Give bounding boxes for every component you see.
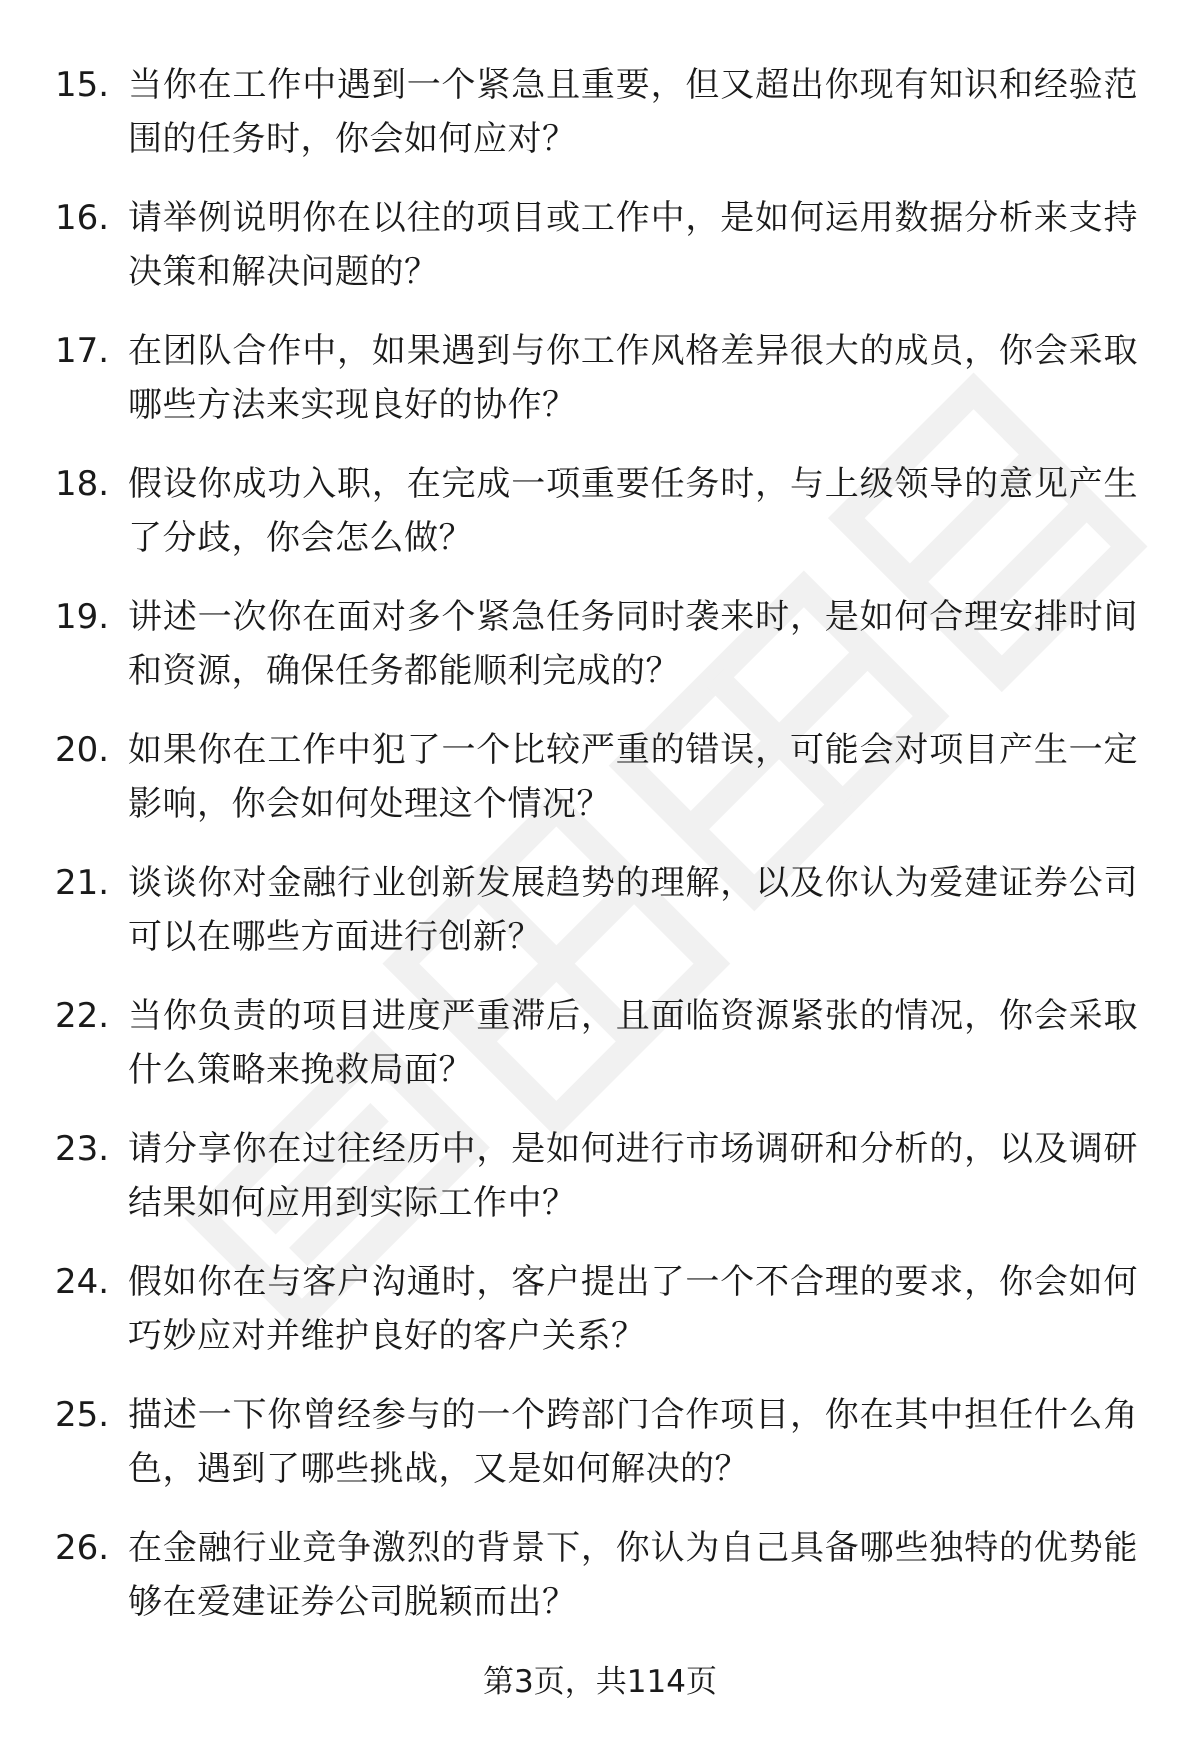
question-number: 25. — [55, 1395, 110, 1435]
question-number: 23. — [55, 1129, 110, 1169]
question-number: 24. — [55, 1262, 110, 1302]
list-item — [0, 191, 1200, 311]
list-item — [0, 58, 1200, 178]
list-item — [0, 457, 1200, 577]
question-text: 当你在工作中遇到一个紧急且重要，但又超出你现有知识和经验范围的任务时，你会如何应对？ — [128, 65, 1138, 159]
question-number: 20. — [55, 730, 110, 770]
list-item — [0, 590, 1200, 710]
question-text: 假设你成功入职，在完成一项重要任务时，与上级领导的意见产生了分歧，你会怎么做？ — [128, 464, 1138, 558]
question-text: 当你负责的项目进度严重滞后，且面临资源紧张的情况，你会采取什么策略来挽救局面？ — [128, 996, 1138, 1090]
list-item — [0, 856, 1200, 976]
question-number: 21. — [55, 863, 110, 903]
question-text: 在团队合作中，如果遇到与你工作风格差异很大的成员，你会采取哪些方法来实现良好的协作？ — [128, 331, 1138, 425]
question-text: 如果你在工作中犯了一个比较严重的错误，可能会对项目产生一定影响，你会如何处理这个情况？ — [128, 730, 1138, 824]
list-item — [0, 723, 1200, 843]
list-item — [0, 1521, 1200, 1641]
question-number: 17. — [55, 331, 110, 371]
question-text: 请举例说明你在以往的项目或工作中，是如何运用数据分析来支持决策和解决问题的？ — [128, 198, 1138, 292]
question-text: 谈谈你对金融行业创新发展趋势的理解，以及你认为爱建证券公司可以在哪些方面进行创新？ — [128, 863, 1138, 957]
list-item — [0, 1388, 1200, 1508]
question-text: 在金融行业竞争激烈的背景下，你认为自己具备哪些独特的优势能够在爱建证券公司脱颖而出？ — [128, 1528, 1138, 1622]
question-number: 15. — [55, 65, 110, 105]
list-item — [0, 1122, 1200, 1242]
question-text: 讲述一次你在面对多个紧急任务同时袭来时，是如何合理安排时间和资源，确保任务都能顺利完成的？ — [128, 597, 1138, 691]
question-number: 19. — [55, 597, 110, 637]
list-item — [0, 1255, 1200, 1375]
question-number: 18. — [55, 464, 110, 504]
list-item — [0, 989, 1200, 1109]
question-number: 22. — [55, 996, 110, 1036]
list-item — [0, 324, 1200, 444]
question-text: 描述一下你曾经参与的一个跨部门合作项目，你在其中担任什么角色，遇到了哪些挑战，又是如何解决的？ — [128, 1395, 1138, 1489]
question-text: 请分享你在过往经历中，是如何进行市场调研和分析的，以及调研结果如何应用到实际工作中？ — [128, 1129, 1138, 1223]
page-number: 第3页，共114页 — [483, 1664, 717, 1700]
question-number: 26. — [55, 1528, 110, 1568]
question-text: 假如你在与客户沟通时，客户提出了一个不合理的要求，你会如何巧妙应对并维护良好的客户关系？ — [128, 1262, 1138, 1356]
question-number: 16. — [55, 198, 110, 238]
